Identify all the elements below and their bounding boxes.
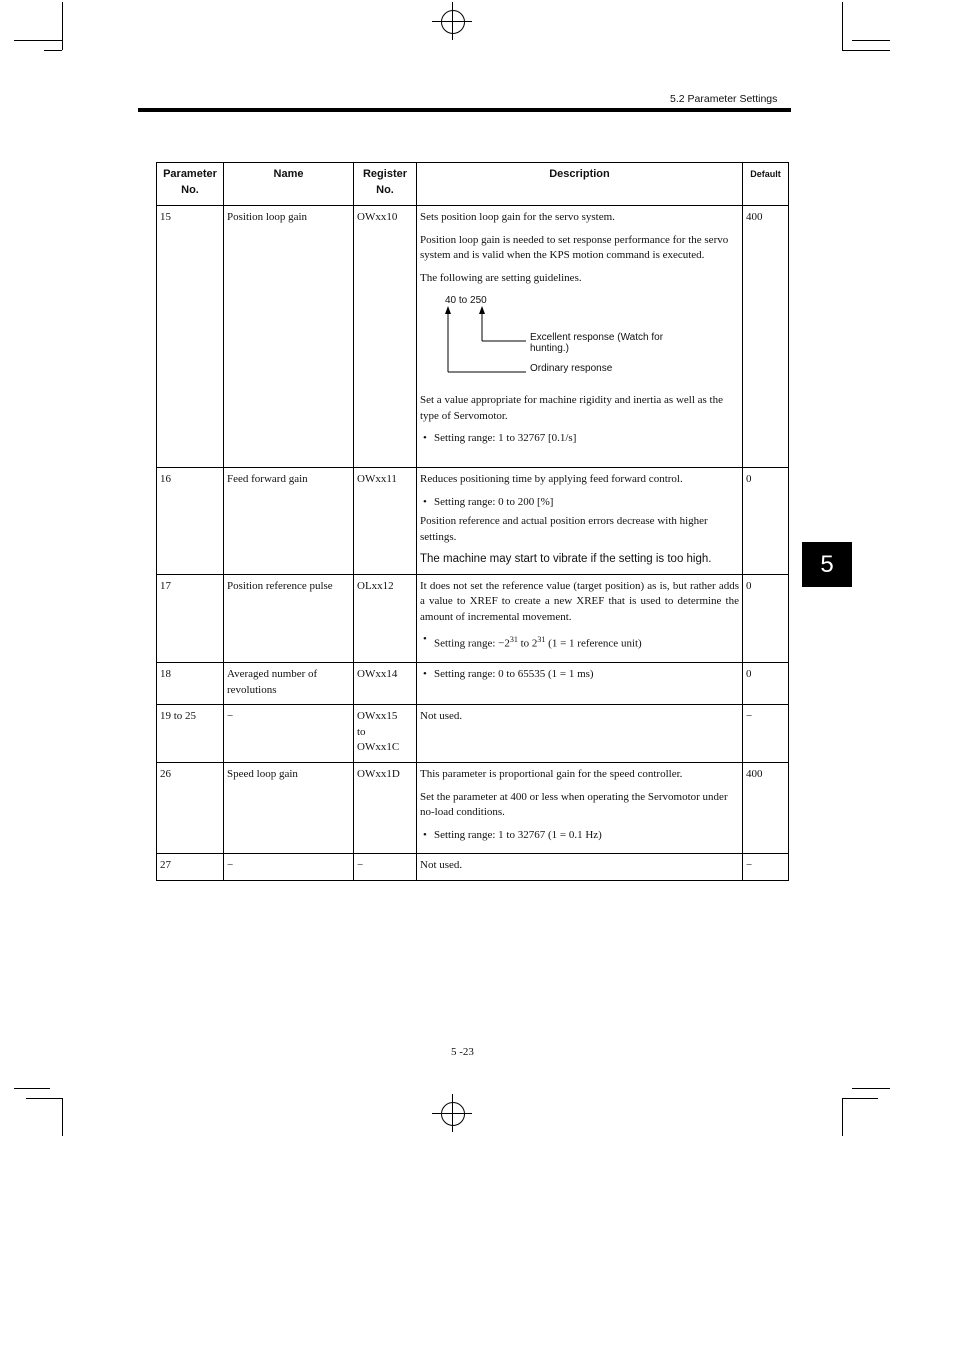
description <box>417 468 743 575</box>
setting-guideline-diagram <box>420 293 730 385</box>
description <box>417 763 743 854</box>
register-no: − <box>354 854 417 881</box>
header-description: Description <box>417 163 743 206</box>
table-row <box>157 206 789 468</box>
crop-mark <box>842 1098 878 1099</box>
header-register-no: Register No. <box>354 163 417 206</box>
setting-range: • Setting range: 0 to 200 [%] <box>420 495 739 511</box>
crop-mark <box>26 1098 62 1099</box>
description-note: The machine may start to vibrate if the setting is too high. <box>420 553 712 565</box>
param-no: 16 <box>157 468 224 575</box>
param-no: 26 <box>157 763 224 854</box>
description-text: Not used. <box>420 859 463 872</box>
crop-mark <box>852 1088 890 1089</box>
default-value: − <box>743 705 789 763</box>
crop-mark <box>14 1088 50 1089</box>
description <box>417 854 743 881</box>
description-text: This parameter is proportional gain for the speed controller. <box>420 768 683 781</box>
param-name: Position reference pulse <box>224 574 354 663</box>
header-name: Name <box>224 163 354 206</box>
crop-mark <box>44 50 62 51</box>
param-no: 17 <box>157 574 224 663</box>
register-no: OLxx12 <box>354 574 417 663</box>
param-name: − <box>224 705 354 763</box>
description <box>417 705 743 763</box>
setting-range: • Setting range: 1 to 32767 [0.1/s] <box>420 431 739 447</box>
crop-mark <box>62 2 63 50</box>
description <box>417 206 743 468</box>
register-no: OWxx10 <box>354 206 417 468</box>
default-value: 400 <box>743 206 789 468</box>
setting-range: • Setting range: 0 to 65535 (1 = 1 ms) <box>420 667 739 683</box>
header-default: Default <box>743 163 789 206</box>
chapter-tab: 5 <box>802 542 852 587</box>
description-text: It does not set the reference value (target position) as is, but rather adds a value to XREF to create a new XREF that is used to determine the amount of incremental movement. <box>420 579 739 623</box>
description-text: The following are setting guidelines. <box>420 271 582 284</box>
crop-mark <box>842 50 890 51</box>
register-no: OWxx1D <box>354 763 417 854</box>
crop-mark <box>842 2 843 50</box>
table-row <box>157 854 789 881</box>
default-value: 0 <box>743 663 789 705</box>
table-row <box>157 763 789 854</box>
registration-mark <box>432 1113 472 1114</box>
register-no: OWxx11 <box>354 468 417 575</box>
table-header-row <box>157 163 789 206</box>
default-value: − <box>743 854 789 881</box>
registration-mark <box>432 21 472 22</box>
description-text: Position reference and actual position errors decrease with higher settings. <box>420 515 708 543</box>
registration-mark <box>441 1102 465 1126</box>
crop-mark <box>62 1098 63 1136</box>
setting-range: • Setting range: $-2^{31}$ to $2^{31}$ (1 = 1 reference unit) <box>420 632 739 652</box>
table-row <box>157 574 789 663</box>
table-row <box>157 468 789 575</box>
param-no: 19 to 25 <box>157 705 224 763</box>
table-row <box>157 663 789 705</box>
header-rule <box>138 108 791 112</box>
description-text: Set a value appropriate for machine rigidity and inertia as well as the type of Servomotor. <box>420 394 723 422</box>
param-name: Position loop gain <box>224 206 354 468</box>
description-text: Set the parameter at 400 or less when operating the Servomotor under no-load conditions. <box>420 790 728 819</box>
section-header: 5.2 Parameter Settings <box>670 93 778 105</box>
guideline-ordinary: Ordinary response <box>530 363 613 374</box>
crop-mark <box>842 1098 843 1136</box>
register-no: OWxx15 to OWxx1C <box>354 705 417 763</box>
guideline-range: 40 to 250 <box>445 295 487 306</box>
registration-mark <box>441 10 465 34</box>
header-parameter-no: Parameter No. <box>157 163 224 206</box>
param-no: 15 <box>157 206 224 468</box>
setting-range: • Setting range: 1 to 32767 (1 = 0.1 Hz) <box>420 828 739 844</box>
description-text: Position loop gain is needed to set response performance for the servo system and is valid when the KPS motion command is executed. <box>420 233 729 261</box>
description <box>417 663 743 705</box>
param-name: Averaged number of revolutions <box>224 663 354 705</box>
default-value: 400 <box>743 763 789 854</box>
description <box>417 574 743 663</box>
param-no: 27 <box>157 854 224 881</box>
description-text: Reduces positioning time by applying feed forward control. <box>420 473 683 485</box>
param-name: − <box>224 854 354 881</box>
register-no: OWxx14 <box>354 663 417 705</box>
table-row <box>157 705 789 763</box>
description-text: Sets position loop gain for the servo system. <box>420 211 615 223</box>
crop-mark <box>852 40 890 41</box>
default-value: 0 <box>743 468 789 575</box>
crop-mark <box>14 40 62 41</box>
param-name: Speed loop gain <box>224 763 354 854</box>
param-name: Feed forward gain <box>224 468 354 575</box>
guideline-excellent: Excellent response (Watch for hunting.) <box>530 332 664 354</box>
page-number: 5 -23 <box>451 1046 474 1058</box>
default-value: 0 <box>743 574 789 663</box>
parameter-table <box>156 162 789 881</box>
param-no: 18 <box>157 663 224 705</box>
description-text: Not used. <box>420 710 463 723</box>
